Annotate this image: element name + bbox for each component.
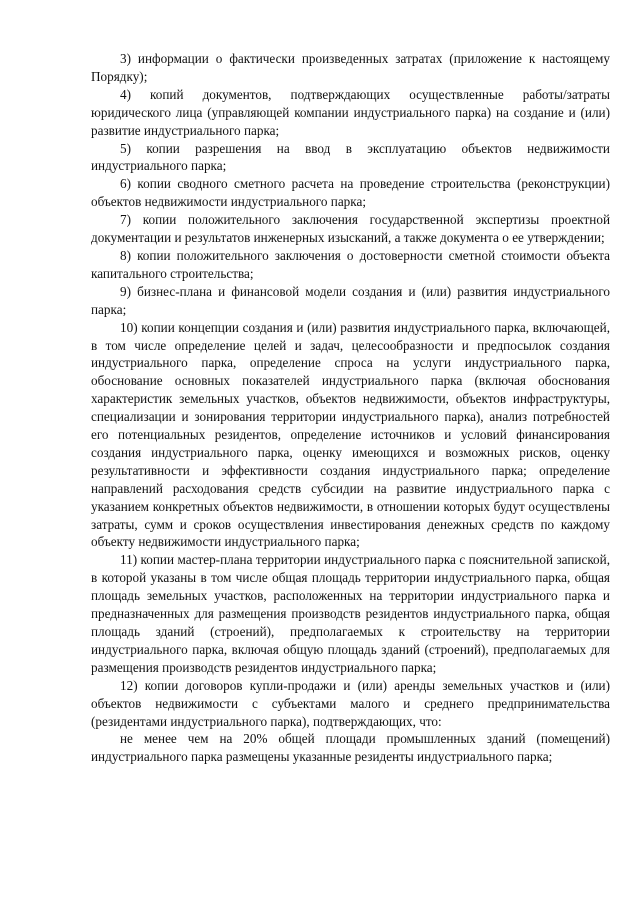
list-item-12-condition: не менее чем на 20% общей площади промышленных зданий (помещений) индустриального парка размещены указанные резиденты индустриального парка; xyxy=(91,731,610,765)
list-item-6: 6) копии сводного сметного расчета на проведение строительства (реконструкции) объектов недвижимости индустриального парка; xyxy=(91,176,610,210)
list-item-10: 10) копии концепции создания и (или) развития индустриального парка, включающей, в том числе определение целей и задач, целесообразности и предпосылок создания индустриального парка, определение спроса на услуги индустриального парка, обоснование основных показателей индустриального парка (включая обоснования характеристик земельных участков, объектов недвижимости, объектов инфраструктуры, специализации и зонирования территории индустриального парка), анализ потребностей его потенциальных резидентов, определение источников и условий финансирования создания индустриального парка, оценку имеющихся и возможных рисков, оценку результативности и эффективности создания индустриального парка; определение направлений расходования средств субсидии на развитие индустриального парка с указанием конкретных объектов недвижимости, в отношении которых будут осуществлены затраты, сумм и сроков осуществления инвестирования денежных средств по каждому объекту недвижимости индустриального парка; xyxy=(91,319,610,550)
list-item-8: 8) копии положительного заключения о достоверности сметной стоимости объекта капитального строительства; xyxy=(91,247,610,281)
document-body xyxy=(91,50,610,766)
list-item-12: 12) копии договоров купли-продажи и (или) аренды земельных участков и (или) объектов недвижимости с субъектами малого и среднего предпринимательства (резидентами индустриального парка), подтверждающих, что: xyxy=(91,677,610,729)
list-item-5: 5) копии разрешения на ввод в эксплуатацию объектов недвижимости индустриального парка; xyxy=(91,140,610,174)
list-item-4: 4) копий документов, подтверждающих осуществленные работы/затраты юридического лица (управляющей компании индустриального парка) на создание и (или) развитие индустриального парка; xyxy=(91,86,610,138)
list-item-3: 3) информации о фактически произведенных затратах (приложение к настоящему Порядку); xyxy=(91,51,610,84)
list-item-11: 11) копии мастер-плана территории индустриального парка с пояснительной запиской, в которой указаны в том числе общая площадь территории индустриального парка, общая площадь земельных участков, расположенных на территории индустриального парка и предназначенных для размещения производств резидентов индустриального парка, общая площадь зданий (строений), предполагаемых к строительству на территории индустриального парка, включая общую площадь зданий (строений), предполагаемых для размещения производств резидентов индустриального парка; xyxy=(91,552,610,675)
list-item-9: 9) бизнес-плана и финансовой модели создания и (или) развития индустриального парка; xyxy=(91,283,610,317)
list-item-7: 7) копии положительного заключения государственной экспертизы проектной документации и результатов инженерных изысканий, а также документа о ее утверждении; xyxy=(91,212,610,246)
